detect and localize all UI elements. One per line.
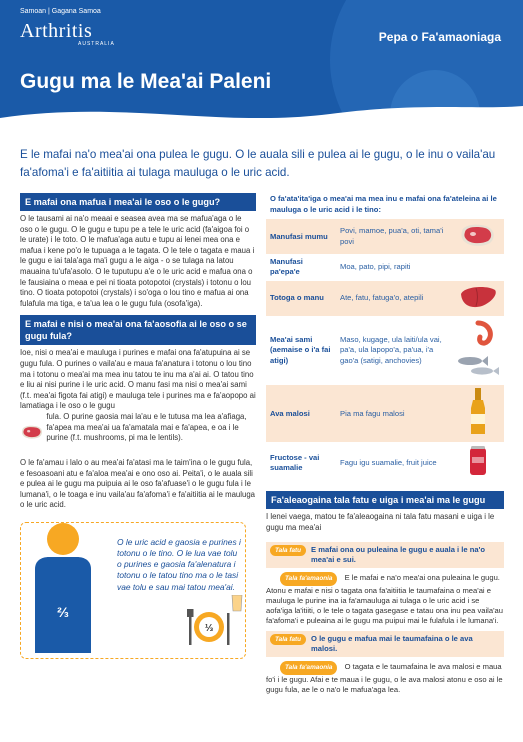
fact-box <box>266 572 504 626</box>
meat-icon <box>452 219 504 254</box>
fact-text: O tagata e le taumafaina le ava malosi e maua fo'i i le gugu. Afai e te maua i le gugu, o le ava malosi atonu e oso ai le gugu fula, ae le o na'o le mafua'aga lea. <box>266 661 503 694</box>
fact-text-wrap <box>266 572 504 626</box>
seafood-icon <box>452 316 504 385</box>
myth-box <box>266 542 504 568</box>
food-table-row <box>266 281 504 316</box>
section-body: O le tausami ai na'o meaai e seasea avea ma se mafua'aga o le oso o le gugu. O le gugu e tupu pe a tele le uric acid (fa'aigoa foi o le urate) i le toto. O le mafua'aga autu e tupu ai lenei mea ona e mafua i kene po'o le tupuaga a le tagata. O le tele o tagata e maua i le gugu e iai tala'aga ma'i gugu a le aiga - o se tulaga na latou mauaina tu'ufa'asolo. O le tuputupu a'e o le uric acid e mafua ona o le fausiaina o meaa e pei ni tioata potopotoi (crystals) i totonu o lou tino. O tioata potopotoi (crystals) i so'oga o lou tino e mafua ai ona fulafula ma tiga, e ta'ua lea o le gugu fula (osofa'iga). <box>20 214 255 308</box>
fact-box <box>266 661 504 695</box>
food-category: Manufasi pa'epa'e <box>270 257 303 277</box>
myth-tag: Tala fatu <box>270 545 306 556</box>
food-examples: Maso, kugage, ula laiti/ula vai, pa'a, ula lapopo'a, pa'ua, i'a gao'a (satigi, anchovies) <box>340 335 442 365</box>
plate-icon <box>187 595 243 655</box>
food-list-heading: O fa'ata'ita'iga o mea'ai ma mea inu e mafai ona fa'ateleina ai le mauluga o le uric acid i le tino: <box>270 194 497 214</box>
myth-text: O le gugu e mafua mai le taumafaina o le ava malosi. <box>311 633 473 653</box>
liver-icon <box>452 281 504 316</box>
myth-tag: Tala fatu <box>270 634 306 645</box>
section-body: Ioe, nisi o mea'ai e mauluga i purines e mafai ona fa'atupuina ai se gugu fula. O purines o vaila'au e maua fa'anatura i totonu o lou tino ma i totonu o mea'ai ma mea inu tatou te inu ma a'ai ai. O tatou tino e liu ai nisi purine i le uric acid. O manu fasi ma nisi o mea'ai sami (f.t. mea'ai figota fai atigi) e mauluga tele i purines ma e fa'aopopo ai lamatiaga i le oso o le gugu <box>20 348 256 411</box>
food-examples: Moa, pato, pipi, rapiti <box>340 262 411 272</box>
food-category: Fructose - vai suamalie <box>270 452 320 472</box>
can-icon <box>452 442 504 483</box>
food-category: Mea'ai sami (aemaise o i'a fai atigi) <box>270 335 331 365</box>
section-body: I lenei vaega, matou te fa'aleaogaina ni tala fatu masani e uiga i le gugu ma mea'ai <box>266 512 495 533</box>
fact-text-wrap <box>266 661 504 695</box>
myth-fact-list <box>266 542 504 695</box>
fraction-two-thirds: ⅔ <box>57 603 69 620</box>
arthritis-logo <box>20 20 115 47</box>
section-body: fula. O purine gaosia mai la'au e le tutusa ma lea a'afiaga, fa'apea ma mea'ai ua fa'amatala mai e fa'apea, e oa i le purine (f.t. mushrooms, pi ma le lentils). <box>46 411 247 443</box>
myth-box <box>266 631 504 657</box>
food-examples: Fagu igu suamalie, fruit juice <box>340 457 437 467</box>
header-wave <box>0 100 523 118</box>
section-heading: Fa'aleaogaina tala fatu e uiga i mea'ai ma le gugu <box>266 491 504 509</box>
language-label: Samoan | Gagana Samoa <box>20 8 101 15</box>
section-heading: E mafai e nisi o mea'ai ona fa'aosofia ai le oso o se gugu fula? <box>20 315 256 345</box>
myth-text: E mafai ona ou puleaina le gugu e auala i le na'o mea'ai e sui. <box>311 544 486 564</box>
food-table-row <box>266 442 504 483</box>
food-category: Manufasi mumu <box>266 219 336 254</box>
header-banner <box>0 0 523 118</box>
purine-info-text: O le uric acid e gaosia e purines i totonu o le tino. O le lua vae tolu o purines e gaosia fa'alenatura i totonu o le tatou tino ma o le tasi vae tolu e sau mai tatou mea'ai. <box>117 536 241 592</box>
beer-icon <box>452 385 504 442</box>
food-table-row <box>266 219 504 254</box>
food-examples: Povi, mamoe, pua'a, oti, tama'i povi <box>336 219 452 254</box>
food-table-row <box>266 316 504 385</box>
food-examples: Ate, fatu, fatuga'o, atepili <box>336 281 452 316</box>
section-heading: E mafai ona mafua i mea'ai le oso o le gugu? <box>20 193 256 211</box>
fact-tag: Tala fa'amaonia <box>280 572 337 586</box>
purine-food-table <box>266 219 504 483</box>
fact-sheet-tag: Pepa o Fa'amaoniaga <box>378 30 501 44</box>
logo-subtitle: AUSTRALIA <box>78 41 115 47</box>
fact-tag: Tala fa'amaonia <box>280 661 337 675</box>
steak-icon <box>20 412 44 452</box>
lead-paragraph: E le mafai na'o mea'ai ona pulea le gugu. O le auala sili e pulea ai le gugu, o le inu o vaila'au fa'afoma'i e fa'aitiitia ai tulaga mauluga o le uric acid. <box>20 148 496 179</box>
fraction-one-third: ⅓ <box>204 622 214 634</box>
food-examples: Pia ma fagu malosi <box>336 385 452 442</box>
fact-text: E le mafai e na'o mea'ai ona puleaina le gugu. Atonu e mafai e nisi o tagata ona fa'aitiitia le taumafaina o mea'ai e mauluga le purine ina ia fa'amauluga ai tulaga o le uric acid i se aofa'iga la'itiiti, o le tele o tagata gasegase e tatau ona inu pea vaila'au fa'afoma'i e puleaina ai le gugu ma puipui mai le fulafula i le lumana'i. <box>266 572 503 625</box>
food-category: Ava malosi <box>266 385 336 442</box>
food-table-row <box>266 385 504 442</box>
empty-icon-cell <box>452 254 504 280</box>
steak-row <box>20 412 256 452</box>
food-table-row <box>266 254 504 280</box>
logo-wordmark: Arthritis <box>20 20 93 42</box>
food-category: Totoga o manu <box>266 281 336 316</box>
person-figure-icon <box>29 523 113 657</box>
section-body: O le fa'amau i lalo o au mea'ai fa'atasi ma le taim'ina o le gugu fula, e fesoasoani atu e fa'aloa mea'ai e ono oso ai. Peita'i, o le auala sili e pulea ai le gugu ma puipuia ai le oso fa'afuase'i o le gugu fula i le lumana'i, o le toaga e inu vaila'au fa'afoma'i e fa'aitiitia ai le mauluga o le uric acid. <box>20 457 255 510</box>
page-title: Gugu ma le Mea'ai Paleni <box>20 70 272 93</box>
right-column <box>266 193 504 695</box>
purine-info-box <box>20 522 246 659</box>
left-column <box>20 193 256 659</box>
